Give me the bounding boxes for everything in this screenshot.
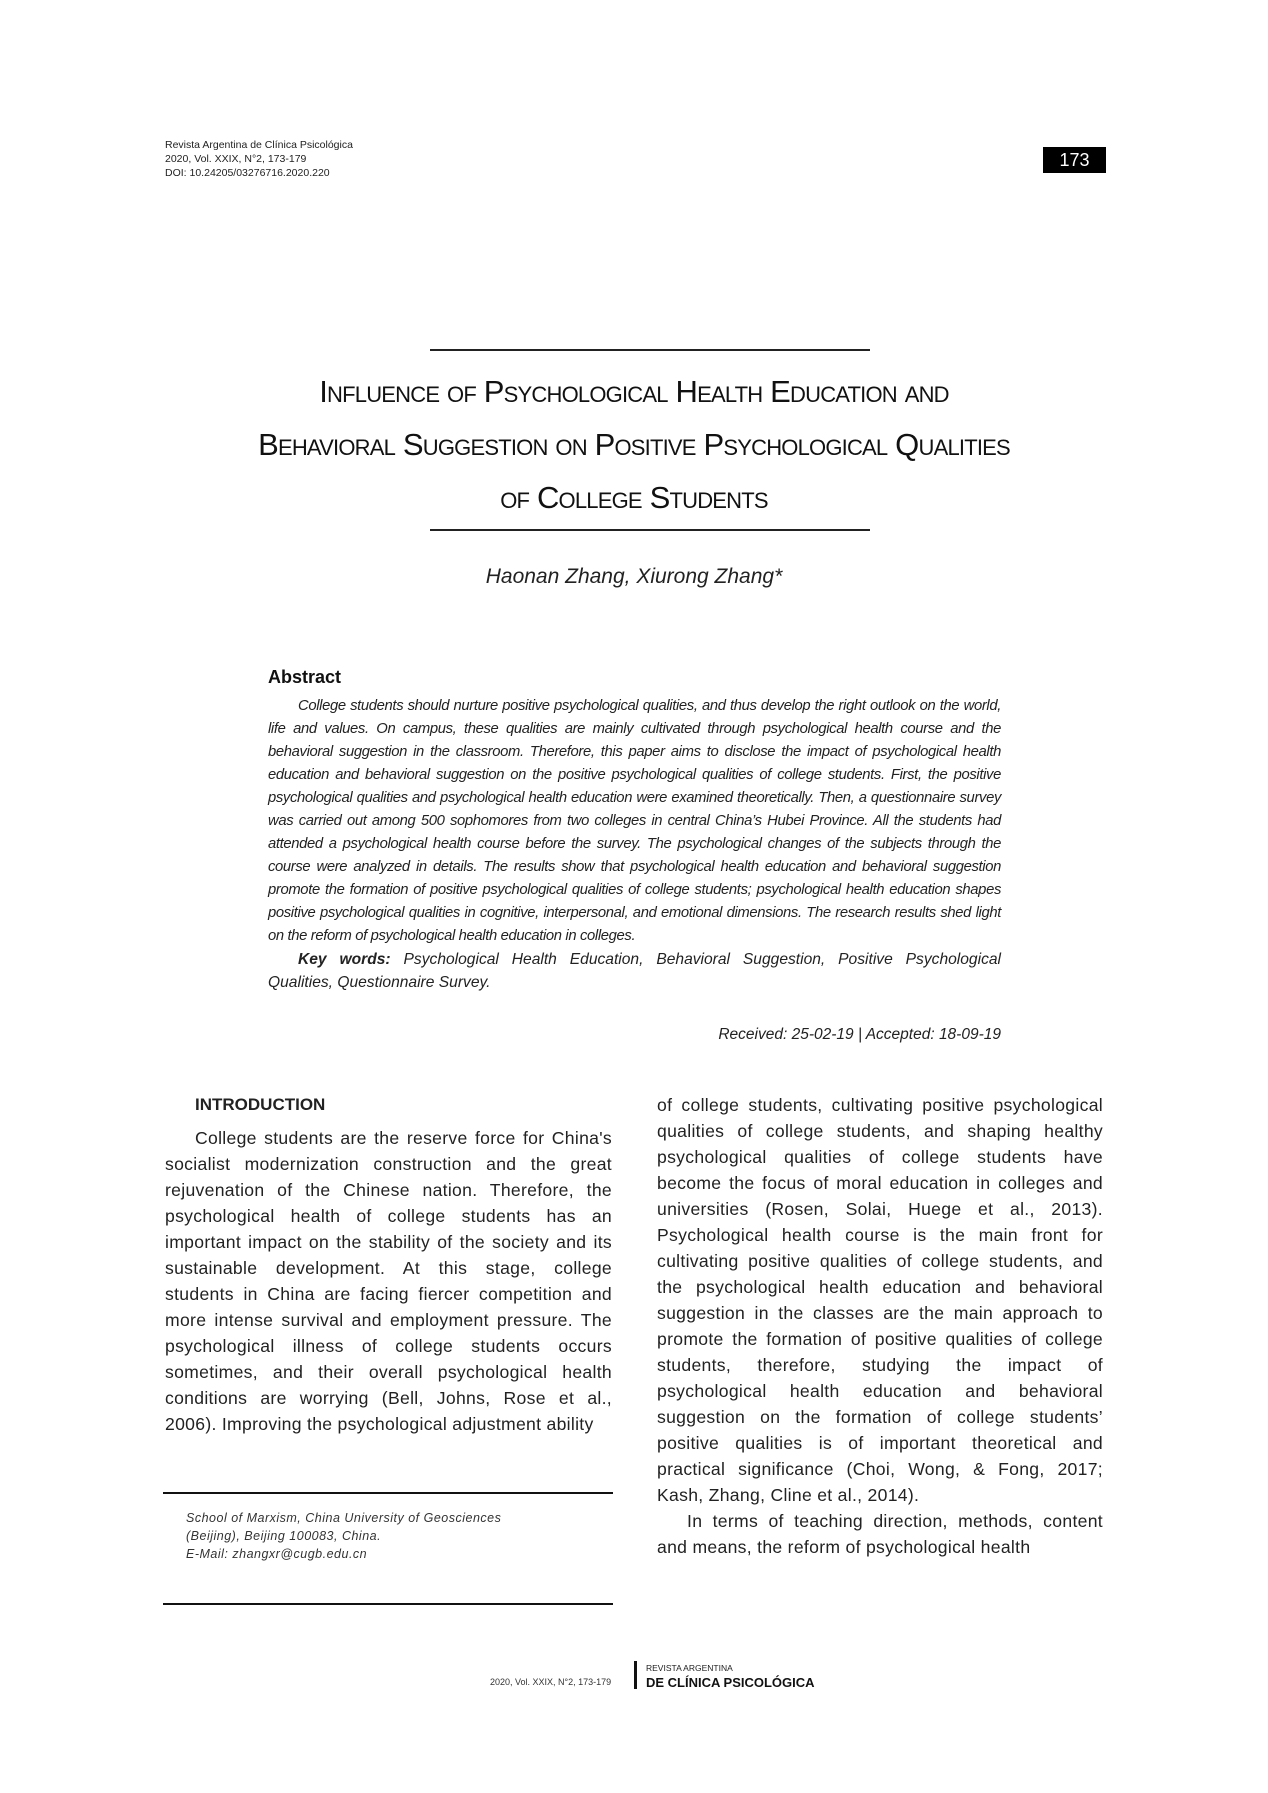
footer-journal-line2: DE CLÍNICA PSICOLÓGICA (646, 1675, 815, 1690)
body-right-column (657, 1092, 1103, 1560)
keywords (268, 948, 1001, 994)
body-paragraph: In terms of teaching direction, methods, content and means, the reform of psychological health (657, 1511, 1103, 1557)
title-line: of College Students (500, 480, 768, 515)
abstract-heading: Abstract (268, 667, 342, 687)
title-line: Behavioral Suggestion on Positive Psychological Qualities (258, 427, 1010, 462)
journal-header (165, 138, 353, 180)
abstract (268, 695, 1001, 994)
author-email: E-Mail: zhangxr@cugb.edu.cn (186, 1547, 368, 1561)
page-number-badge: 173 (1043, 147, 1106, 173)
affiliation-line: School of Marxism, China University of Geosciences (186, 1511, 502, 1525)
footnote-divider-top (163, 1492, 613, 1494)
affiliation-line: (Beijing), Beijing 100083, China. (186, 1529, 382, 1543)
authors: Haonan Zhang, Xiurong Zhang* (485, 565, 783, 588)
body-paragraph-continued: of college students, cultivating positive psychological qualities of college students, and shaping healthy psychological qualities of college students have become the focus of moral education in colleges and universities (Rosen, Solai, Huege et al., 2013). Psychological health course is the main front for cultivating positive qualities of college students, and the psychological health education and behavioral suggestion in the classes are the main approach to promote the formation of positive qualities of college students, therefore, studying the impact of psychological health education and behavioral suggestion on the formation of college students’ positive qualities is of important theoretical and practical significance (Choi, Wong, & Fong, 2017; Kash, Zhang, Cline et al., 2014). (657, 1095, 1103, 1505)
footer-volume-info: 2020, Vol. XXIX, N°2, 173-179 (490, 1677, 612, 1687)
article-title (100, 365, 1168, 524)
footnote-divider-bottom (163, 1603, 613, 1605)
volume-info: 2020, Vol. XXIX, N°2, 173-179 (165, 153, 307, 165)
title-divider-bottom (430, 529, 870, 531)
author-affiliation-footnote (186, 1509, 501, 1563)
footer-journal-line1: REVISTA ARGENTINA (646, 1663, 733, 1673)
keywords-label: Key words: (298, 951, 391, 968)
section-heading-introduction: INTRODUCTION (195, 1095, 326, 1114)
title-divider-top (430, 349, 870, 351)
doi: DOI: 10.24205/03276716.2020.220 (165, 167, 330, 179)
received-accepted-dates: Received: 25-02-19 | Accepted: 18-09-19 (718, 1026, 1001, 1043)
body-paragraph: College students are the reserve force for China's socialist modernization construction and the great rejuvenation of the Chinese nation. Therefore, the psychological health of college students has an important impact on the stability of the society and its sustainable development. At this stage, college students in China are facing fiercer competition and more intense survival and employment pressure. The psychological illness of college students occurs sometimes, and their overall psychological health conditions are worrying (Bell, Johns, Rose et al., 2006). Improving the psychological adjustment ability (165, 1128, 612, 1434)
journal-name: Revista Argentina de Clínica Psicológica (165, 139, 353, 151)
abstract-text: College students should nurture positive psychological qualities, and thus develop the right outlook on the world, life and values. On campus, these qualities are mainly cultivated through psychological health course and the behavioral suggestion in the classroom. Therefore, this paper aims to disclose the impact of psychological health education and behavioral suggestion on the positive psychological qualities of college students. First, the positive psychological qualities and psychological health education were examined theoretically. Then, a questionnaire survey was carried out among 500 sophomores from two colleges in central China’s Hubei Province. All the students had attended a psychological health course before the survey. The psychological changes of the subjects through the course were analyzed in details. The results show that psychological health education and behavioral suggestion promote the formation of positive psychological qualities of college students; psychological health education shapes positive psychological qualities in cognitive, interpersonal, and emotional dimensions. The research results shed light on the reform of psychological health education in colleges. (268, 698, 1001, 944)
keywords-list: Psychological Health Education, Behavioral Suggestion, Positive Psychological Qualities, Questionnaire Survey. (268, 951, 1001, 991)
body-left-column (165, 1092, 612, 1437)
footer-divider (634, 1661, 637, 1689)
title-line: Influence of Psychological Health Education and (319, 374, 949, 409)
